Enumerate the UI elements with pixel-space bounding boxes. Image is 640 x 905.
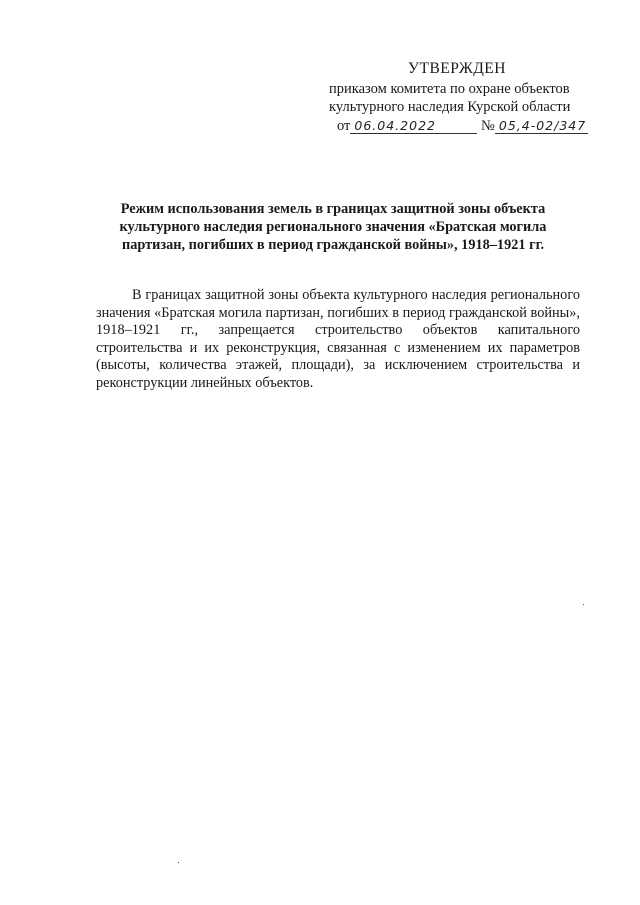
from-label: от (337, 118, 351, 134)
date-field (350, 119, 477, 134)
approval-date-number-line (329, 117, 619, 135)
approval-block (329, 60, 619, 135)
approval-order-line: приказом комитета по охране объектов (329, 81, 570, 97)
scan-speck (178, 862, 179, 863)
document-heading: Режим использования земель в границах защитной зоны объекта культурного наследия регионального значения «Братская могила партизан, погибших в период гражданской войны», 1918–1921 гг. (119, 201, 547, 253)
approval-committee-line: культурного наследия Курской области (329, 99, 571, 115)
number-field (495, 119, 588, 134)
scan-speck (583, 604, 584, 605)
date-value: 06.04.2022 (354, 118, 436, 133)
number-value: 05,4-02/347 (498, 118, 587, 133)
body-paragraph: В границах защитной зоны объекта культурного наследия регионального значения «Братская могила партизан, погибших в период гражданской войны», 1918–1921 гг., запрещается строительство объектов капитального строительства и их реконструкция, связанная с изменением их параметров (высоты, количества этажей, площади), за исключением строительства и реконструкции линейных объектов. (96, 287, 580, 391)
number-label: № (481, 118, 495, 134)
approval-title: УТВЕРЖДЕН (408, 60, 506, 77)
